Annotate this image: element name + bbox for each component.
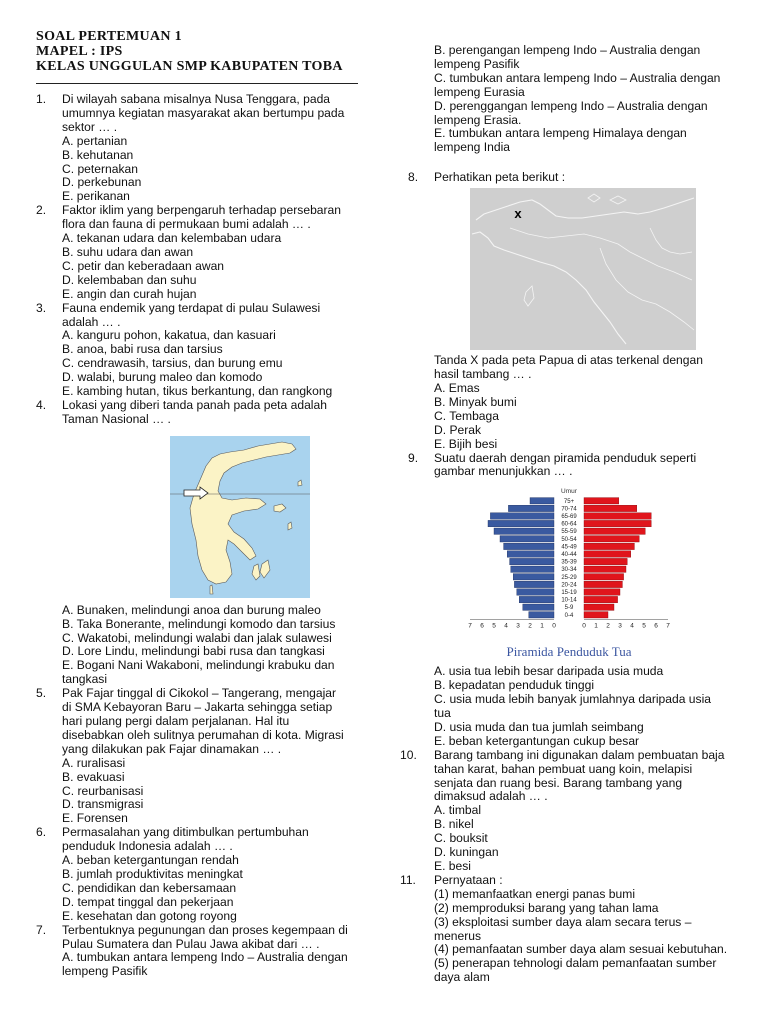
question-stem: Pernyataan :: [434, 872, 503, 887]
x-tick-labels: [468, 620, 670, 630]
answer-option: C. peternakan: [62, 161, 138, 176]
x-tick-label: 7: [666, 622, 670, 630]
answer-option: B. suhu udara dan awan: [62, 244, 194, 259]
question-number: 1.: [36, 92, 47, 106]
answer-option: A. usia tua lebih besar daripada usia muda: [434, 664, 664, 679]
answer-option: C. pendidikan dan kebersamaan: [62, 880, 237, 895]
male-bar: [488, 521, 554, 527]
answer-option: C. Tembaga: [434, 408, 499, 423]
female-bar: [584, 513, 651, 519]
header-subject: MAPEL : IPS: [36, 44, 123, 59]
male-bar: [514, 582, 554, 588]
answer-option: D. perkebunan: [62, 175, 142, 190]
male-bar: [517, 589, 554, 595]
question-number: 10.: [400, 747, 417, 762]
question-stem: Taman Nasional … .: [62, 411, 171, 426]
male-bar: [523, 604, 554, 610]
left-column: [36, 93, 370, 979]
female-bar: [584, 498, 619, 504]
answer-option: E. angin dan curah hujan: [62, 286, 197, 301]
answer-option: A. tekanan udara dan kelembaban udara: [62, 231, 282, 246]
answer-option: D. walabi, burung maleo dan komodo: [62, 370, 263, 385]
answer-option: D. tempat tinggal dan pekerjaan: [62, 894, 234, 909]
age-label: 40-44: [561, 552, 577, 559]
age-label: 70-74: [561, 506, 577, 513]
answer-option: B. Minyak bumi: [434, 394, 517, 409]
answer-option: A. tumbukan antara lempeng Indo – Australia dengan: [62, 950, 348, 965]
male-bar: [511, 566, 554, 572]
statement-item: (1) memanfaatkan energi panas bumi: [434, 886, 635, 901]
answer-option: C. petir dan keberadaan awan: [62, 258, 225, 273]
age-label: 0-4: [564, 613, 574, 620]
question-stem: hari pulang pergi dalam perjalanan. Hal itu: [62, 714, 290, 728]
question-stem: gambar menunjukkan … .: [434, 464, 573, 479]
answer-option: A. Emas: [434, 380, 480, 395]
male-bar: [500, 536, 554, 542]
answer-option: B. anoa, babi rusa dan tarsius: [62, 342, 223, 357]
answer-option: E. tumbukan antara lempeng Himalaya dengan: [434, 126, 687, 141]
right-column: [400, 43, 758, 985]
question-stem: senjata dan ruang besi. Barang tambang yang: [434, 775, 683, 790]
answer-option: lempeng Pasifik: [62, 964, 148, 979]
answer-option: D. transmigrasi: [62, 797, 144, 812]
answer-option: B. perengangan lempeng Indo – Australia dengan: [434, 43, 701, 57]
question-number: 4.: [36, 397, 47, 412]
x-tick-label: 0: [552, 622, 556, 630]
question-stem: Tanda X pada peta Papua di atas terkenal dengan: [434, 353, 703, 368]
answer-option: E. kesehatan dan gotong royong: [62, 908, 237, 923]
question-stem: Di wilayah sabana misalnya Nusa Tenggara, pada: [62, 92, 331, 106]
answer-option: D. Perak: [434, 422, 482, 437]
answer-option: A. beban ketergantungan rendah: [62, 853, 239, 868]
answer-option: B. nikel: [434, 817, 474, 832]
x-marker: x: [514, 206, 522, 222]
question-stem: Lokasi yang diberi tanda panah pada peta adalah: [62, 397, 327, 412]
female-bar: [584, 551, 631, 557]
age-label: 60-64: [561, 521, 577, 528]
answer-option: B. jumlah produktivitas meningkat: [62, 866, 243, 881]
answer-option: A. ruralisasi: [62, 755, 126, 770]
answer-option: tua: [434, 706, 451, 721]
question-stem: penduduk Indonesia adalah … .: [62, 839, 233, 854]
question-stem: Pak Fajar tinggal di Cikokol – Tangerang, mengajar: [62, 686, 337, 701]
male-bar: [507, 551, 554, 557]
female-bar: [584, 506, 637, 512]
answer-option: C. usia muda lebih banyak jumlahnya daripada usia: [434, 692, 711, 707]
answer-option: A. kanguru pohon, kakatua, dan kasuari: [62, 328, 276, 343]
x-tick-label: 3: [516, 622, 520, 630]
answer-option: C. bouksit: [434, 831, 488, 846]
question-7-continued: [408, 44, 758, 155]
map-background: [470, 188, 696, 350]
answer-option: E. Forensen: [62, 811, 128, 826]
female-bar: [584, 582, 622, 588]
population-pyramid-chart: [456, 485, 682, 665]
male-bar: [519, 597, 554, 603]
answer-option: lempeng India: [434, 140, 510, 155]
question-number: 11.: [400, 872, 416, 887]
female-bar: [584, 597, 618, 603]
answer-option: B. kepadatan penduduk tinggi: [434, 678, 595, 693]
question-number: 8.: [408, 170, 419, 185]
header-title: SOAL PERTEMUAN 1: [36, 29, 182, 44]
question-number: 2.: [36, 203, 47, 218]
x-tick-label: 1: [540, 622, 544, 630]
question-number: 9.: [408, 450, 419, 465]
age-label: 35-39: [561, 559, 577, 566]
answer-option: tangkasi: [62, 672, 108, 687]
x-tick-label: 7: [468, 622, 472, 630]
x-tick-label: 0: [582, 622, 586, 630]
question-stem: tahan karat, bahan pembuat uang koin, melapisi: [434, 761, 693, 776]
question-3: [36, 302, 370, 399]
answer-option: lempeng Pasifik: [434, 56, 520, 71]
x-tick-label: 2: [528, 622, 532, 630]
x-tick-label: 6: [654, 622, 658, 630]
x-tick-label: 4: [504, 622, 508, 630]
female-bar: [584, 589, 620, 595]
x-tick-label: 4: [630, 622, 634, 630]
x-tick-label: 3: [618, 622, 622, 630]
age-label: 45-49: [561, 544, 577, 551]
answer-option: E. Bogani Nani Wakaboni, melindungi krabuku dan: [62, 658, 335, 673]
answer-option: E. Bijih besi: [434, 436, 498, 451]
document-header: [36, 29, 360, 74]
answer-option: B. evakuasi: [62, 769, 125, 784]
answer-option: D. usia muda dan tua jumlah seimbang: [434, 719, 644, 734]
male-bar: [508, 506, 554, 512]
question-number: 5.: [36, 686, 47, 701]
age-label: 65-69: [561, 514, 577, 521]
question-stem: Barang tambang ini digunakan dalam pembuatan baja: [434, 747, 725, 762]
question-stem: Permasalahan yang ditimbulkan pertumbuhan: [62, 825, 309, 840]
statement-item: (3) eksploitasi sumber daya alam secara terus –: [434, 914, 692, 929]
statement-item: (5) penerapan tehnologi dalam pemanfaatan sumber: [434, 956, 717, 971]
answer-option: D. perenggangan lempeng Indo – Australia dengan: [434, 98, 708, 113]
female-bar: [584, 544, 634, 550]
age-label: 30-34: [561, 567, 577, 574]
question-stem: Terbentuknya pegunungan dan proses kegempaan di: [62, 922, 348, 937]
answer-option: A. pertanian: [62, 133, 128, 148]
female-bar: [584, 528, 645, 534]
question-number: 3.: [36, 300, 47, 315]
answer-option: C. reurbanisasi: [62, 783, 144, 798]
x-tick-label: 6: [480, 622, 484, 630]
answer-option: D. kuningan: [434, 845, 499, 860]
statement-item: (4) pemanfaatan sumber daya alam sesuai kebutuhan.: [434, 942, 728, 957]
female-bar: [584, 559, 627, 565]
age-axis-label: Umur: [561, 488, 577, 496]
question-stem: disebabkan oleh sulitnya perumahan di kota. Migrasi: [62, 727, 344, 742]
female-bar: [584, 566, 626, 572]
question-2: [36, 204, 370, 301]
answer-option: B. kehutanan: [62, 147, 134, 162]
answer-option: C. Wakatobi, melindungi walabi dan jalak sulawesi: [62, 630, 332, 645]
answer-option: E. perikanan: [62, 189, 130, 204]
question-stem: Pulau Sumatera dan Pulau Jawa akibat dari … .: [62, 936, 320, 951]
question-stem: Suatu daerah dengan piramida penduduk seperti: [434, 450, 697, 465]
answer-option: B. Taka Bonerante, melindungi komodo dan tarsius: [62, 616, 336, 631]
question-stem: umumnya kegiatan masyarakat akan bertumpu pada: [62, 105, 345, 120]
answer-option: D. Lore Lindu, melindungi babi rusa dan tangkasi: [62, 644, 325, 659]
statement-item: daya alam: [434, 970, 490, 985]
answer-option: C. cendrawasih, tarsius, dan burung emu: [62, 356, 283, 371]
male-bar: [529, 612, 554, 618]
female-bar: [584, 521, 651, 527]
male-bar: [530, 498, 554, 504]
age-label: 10-14: [561, 597, 577, 604]
answer-option: lempeng Eurasia: [434, 84, 525, 99]
answer-option: lempeng Erasia.: [434, 112, 522, 127]
question-8: [408, 171, 758, 451]
sulawesi-map: [170, 436, 310, 598]
answer-option: A. Bunaken, melindungi anoa dan burung maleo: [62, 602, 321, 617]
question-11: [400, 872, 758, 985]
question-stem: Faktor iklim yang berpengaruh terhadap persebaran: [62, 203, 341, 218]
male-bar: [513, 574, 554, 580]
age-label: 25-29: [561, 575, 577, 582]
answer-option: D. kelembaban dan suhu: [62, 272, 197, 287]
question-4: [36, 399, 370, 687]
question-7: [36, 924, 370, 980]
statement-item: menerus: [434, 928, 482, 943]
female-bar: [584, 604, 614, 610]
question-number: 7.: [36, 922, 47, 937]
question-stem: dimaksud adalah … .: [434, 789, 548, 804]
question-5: [36, 687, 370, 826]
age-label: 50-54: [561, 537, 577, 544]
age-label: 20-24: [561, 582, 577, 589]
papua-map: [470, 188, 696, 350]
question-stem: flora dan fauna di permukaan bumi adalah … .: [62, 217, 311, 232]
x-tick-label: 2: [606, 622, 610, 630]
question-10: [400, 747, 758, 874]
question-6: [36, 826, 370, 923]
answer-option: C. tumbukan antara lempeng Indo – Australia dengan: [434, 70, 721, 85]
x-tick-label: 1: [594, 622, 598, 630]
female-bar: [584, 612, 608, 618]
age-labels: [561, 499, 577, 619]
answer-option: E. kambing hutan, tikus berkantung, dan rangkong: [62, 384, 333, 399]
question-stem: Perhatikan peta berikut :: [434, 170, 566, 185]
question-stem: yang dilakukan pak Fajar dinamakan … .: [62, 741, 282, 756]
age-label: 55-59: [561, 529, 577, 536]
header-divider: [36, 83, 358, 84]
female-bar: [584, 574, 624, 580]
question-stem: sektor … .: [62, 119, 118, 134]
pyramid-title: Piramida Penduduk Tua: [506, 644, 632, 660]
question-stem: hasil tambang … .: [434, 367, 532, 382]
female-bar: [584, 536, 639, 542]
age-label: 75+: [563, 499, 575, 506]
age-label: 15-19: [561, 590, 577, 597]
male-bar: [494, 528, 554, 534]
age-label: 5-9: [564, 605, 574, 612]
answer-option: E. beban ketergantungan cukup besar: [434, 733, 640, 748]
answer-option: A. timbal: [434, 803, 482, 818]
x-tick-label: 5: [642, 622, 646, 630]
statement-item: (2) memproduksi barang yang tahan lama: [434, 900, 659, 915]
male-bar: [490, 513, 554, 519]
question-stem: adalah … .: [62, 314, 121, 329]
answer-option: E. besi: [434, 859, 471, 873]
question-1: [36, 93, 370, 204]
male-bar: [510, 559, 554, 565]
question-9: [408, 452, 758, 749]
header-class: KELAS UNGGULAN SMP KABUPATEN TOBA: [36, 59, 343, 74]
question-stem: di SMA Kebayoran Baru – Jakarta sehingga setiap: [62, 700, 333, 715]
question-number: 6.: [36, 825, 47, 840]
male-bar: [504, 544, 554, 550]
x-tick-label: 5: [492, 622, 496, 630]
question-stem: Fauna endemik yang terdapat di pulau Sulawesi: [62, 300, 321, 315]
